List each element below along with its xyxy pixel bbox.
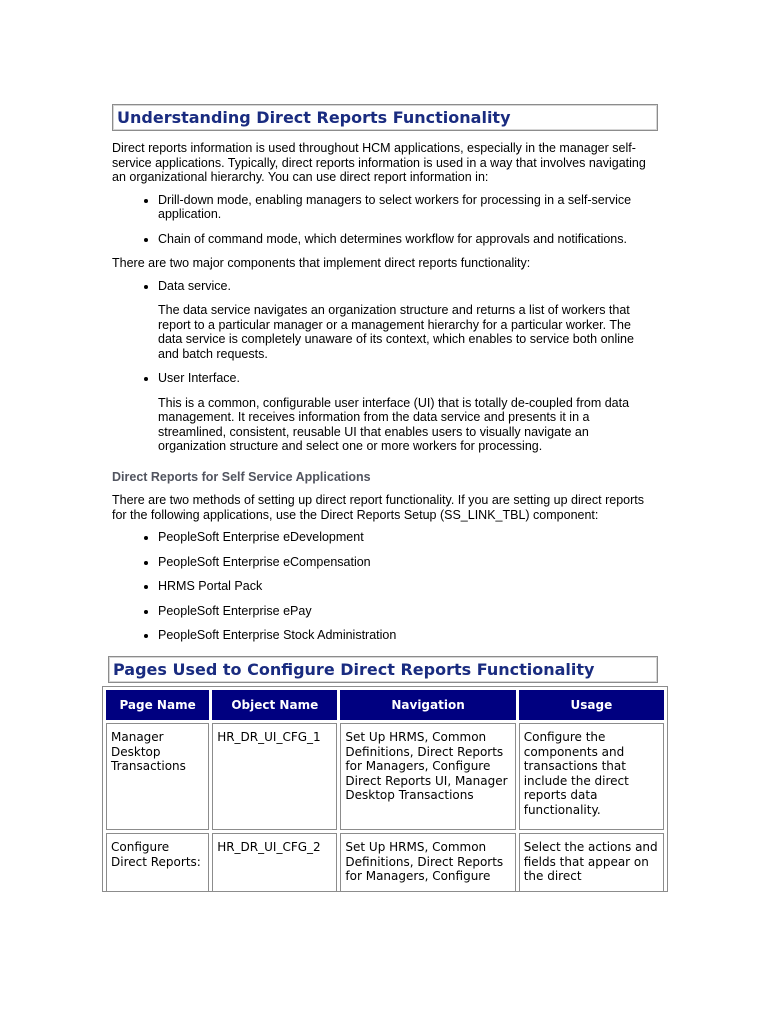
component-name: User Interface.: [158, 371, 240, 385]
component-name: Data service.: [158, 278, 231, 293]
cell-page-name: Manager Desktop Transactions: [106, 723, 209, 830]
list-item: • HRMS Portal Pack: [158, 579, 658, 594]
cell-usage: Select the actions and fields that appear on the direct: [519, 833, 664, 892]
cell-usage: Configure the components and transactions that include the direct reports data functionality.: [519, 723, 664, 830]
column-header-usage: Usage: [519, 690, 664, 720]
intro-paragraph: Direct reports information is used throughout HCM applications, especially in the manager self-service applications. Typically, direct reports information is used in a way that involves navigating an organizational hierarchy. You can use direct report information in:: [112, 141, 646, 184]
list-item: • PeopleSoft Enterprise ePay: [158, 604, 658, 619]
main-content: [112, 104, 658, 653]
pages-table: [103, 687, 667, 892]
cell-navigation: Set Up HRMS, Common Definitions, Direct Reports for Managers, Configure: [340, 833, 515, 892]
section-heading-understanding: [112, 104, 658, 131]
cell-navigation: Set Up HRMS, Common Definitions, Direct Reports for Managers, Configure Direct Reports UI, Manager Desktop Transactions: [340, 723, 515, 830]
list-item: • Chain of command mode, which determines workflow for approvals and notifications.: [158, 232, 658, 247]
table-header-row: [106, 690, 664, 720]
cell-object-name: HR_DR_UI_CFG_1: [212, 723, 337, 830]
list-item: [158, 279, 658, 362]
pages-table-container: [102, 686, 668, 892]
methods-paragraph: There are two methods of setting up direct report functionality. If you are setting up direct reports for the following applications, use the Direct Reports Setup (SS_LINK_TBL) component:: [112, 493, 644, 522]
modes-list: [112, 193, 658, 247]
column-header-page-name: Page Name: [106, 690, 209, 720]
component-description: The data service navigates an organization structure and returns a list of workers that report to a particular manager or a management hierarchy for a particular worker. The data service is completely unaware of its context, which enables to service both online and batch requests.: [158, 303, 634, 361]
section-title: Pages Used to Configure Direct Reports Functionality: [113, 660, 595, 679]
component-description: This is a common, configurable user interface (UI) that is totally de-coupled from data management. It receives information from the data service and presents it in a streamlined, consistent, reusable UI that enables users to visually navigate an organization structure and select one or more workers for processing.: [158, 395, 630, 453]
column-header-object-name: Object Name: [212, 690, 337, 720]
list-item: • Drill-down mode, enabling managers to select workers for processing in a self-service application.: [158, 193, 658, 222]
subheading: Direct Reports for Self Service Applications: [112, 469, 371, 484]
column-header-navigation: Navigation: [340, 690, 515, 720]
components-intro: There are two major components that implement direct reports functionality:: [112, 256, 531, 270]
section-heading-box: [108, 656, 658, 683]
table-row: [106, 833, 664, 892]
cell-object-name: HR_DR_UI_CFG_2: [212, 833, 337, 892]
section-heading-pages: [108, 656, 658, 683]
section-title: Understanding Direct Reports Functionality: [117, 108, 511, 127]
list-item: [158, 371, 658, 454]
cell-page-name: Configure Direct Reports:: [106, 833, 209, 892]
apps-list: [112, 530, 658, 643]
list-item: • PeopleSoft Enterprise Stock Administration: [158, 628, 658, 643]
list-item: • PeopleSoft Enterprise eDevelopment: [158, 530, 658, 545]
table-row: [106, 723, 664, 830]
list-item: • PeopleSoft Enterprise eCompensation: [158, 555, 658, 570]
components-list: [112, 279, 658, 454]
